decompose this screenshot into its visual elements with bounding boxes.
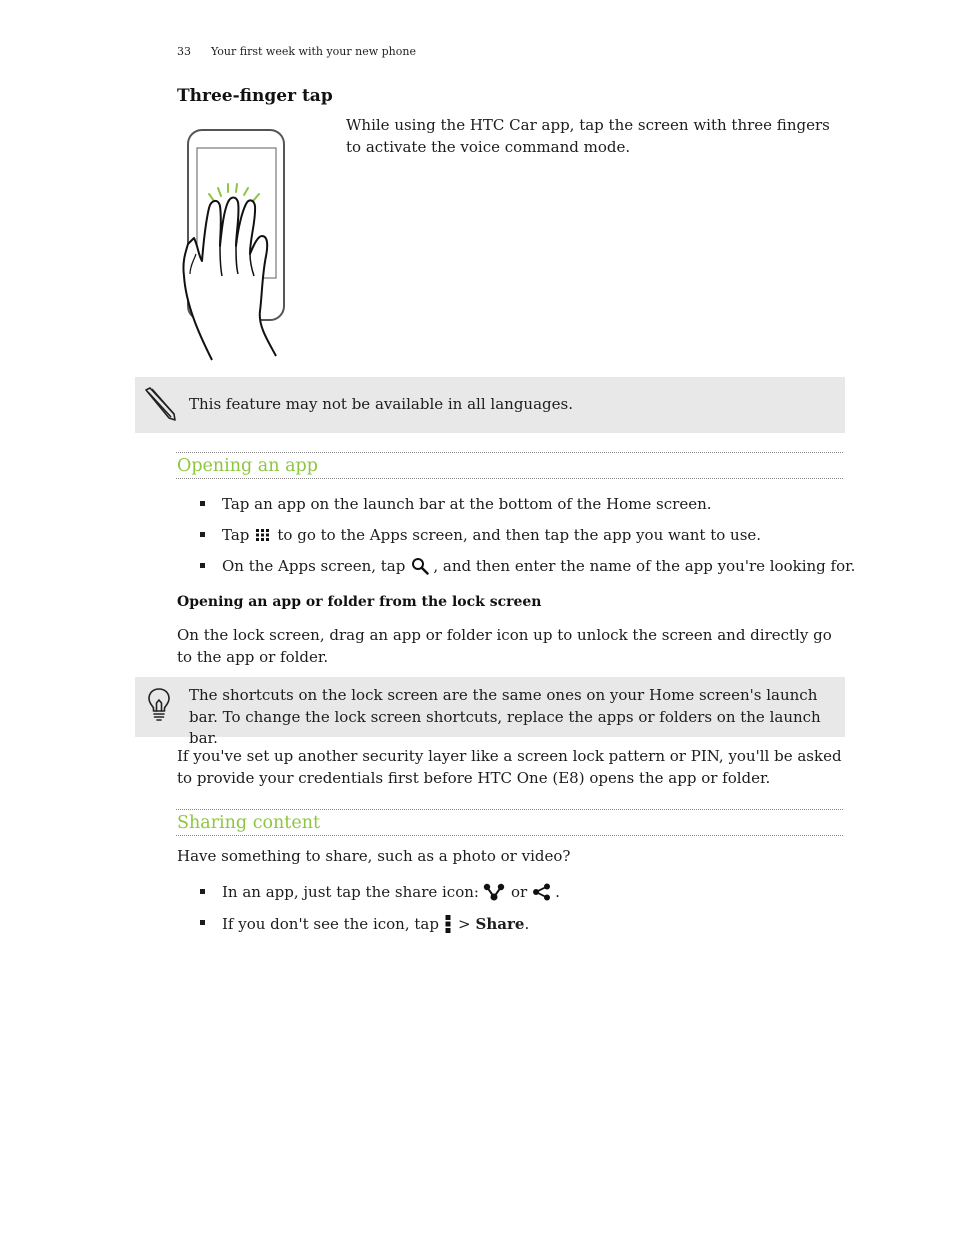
divider bbox=[176, 835, 843, 836]
section-title-three-finger-tap: Three-finger tap bbox=[177, 86, 333, 106]
list-item-text: Tap an app on the launch bar at the bottom of the Home screen. bbox=[222, 495, 712, 513]
section-title-sharing-content: Sharing content bbox=[177, 813, 320, 833]
share-icon-android bbox=[532, 883, 552, 901]
list-item-text: On the Apps screen, tap bbox=[222, 557, 406, 575]
list-item-text: If you don't see the icon, tap bbox=[222, 915, 439, 933]
three-finger-tap-description: While using the HTC Car app, tap the screen with three fingers to activate the voice command mode. bbox=[346, 116, 830, 156]
list-item-text: Tap bbox=[222, 526, 250, 544]
list-item-text: or bbox=[510, 883, 528, 901]
overflow-menu-icon bbox=[444, 914, 452, 934]
security-layer-description: If you've set up another security layer like a screen lock pattern or PIN, you'll be asked to provide your credentials first before HTC One (E8) opens the app or folder. bbox=[177, 747, 842, 787]
divider bbox=[176, 809, 843, 810]
list-item-text: > bbox=[457, 915, 471, 933]
lock-screen-description: On the lock screen, drag an app or folder icon up to unlock the screen and directly go to the app or folder. bbox=[177, 626, 832, 666]
search-icon bbox=[411, 557, 429, 575]
section-title-opening-an-app: Opening an app bbox=[177, 456, 318, 476]
chapter-title: Your first week with your new phone bbox=[211, 45, 416, 58]
page-number: 33 bbox=[177, 45, 191, 58]
divider bbox=[176, 452, 843, 453]
list-item-text: In an app, just tap the share icon: bbox=[222, 883, 479, 901]
sharing-intro: Have something to share, such as a photo or video? bbox=[177, 847, 571, 865]
list-item-text: . bbox=[524, 915, 530, 933]
lightbulb-tip-icon bbox=[147, 687, 171, 721]
tip-box bbox=[135, 677, 845, 747]
note-text: This feature may not be available in all languages. bbox=[189, 395, 573, 413]
subsection-title-lock-screen: Opening an app or folder from the lock screen bbox=[177, 594, 542, 610]
three-finger-tap-illustration bbox=[176, 126, 294, 366]
list-item-text: to go to the Apps screen, and then tap the app you want to use. bbox=[277, 526, 762, 544]
share-label: Share bbox=[475, 915, 525, 933]
tip-text: The shortcuts on the lock screen are the same ones on your Home screen's launch bar. To change the lock screen shortcuts, replace the apps or folders on the launch bar. bbox=[189, 686, 821, 747]
apps-grid-icon bbox=[255, 528, 271, 542]
share-icon-htc bbox=[483, 883, 505, 901]
list-item-text: , and then enter the name of the app you're looking for. bbox=[433, 557, 856, 575]
pencil-note-icon bbox=[141, 386, 177, 422]
divider bbox=[176, 478, 843, 479]
list-item-text: . bbox=[555, 883, 560, 901]
note-box bbox=[135, 377, 845, 433]
